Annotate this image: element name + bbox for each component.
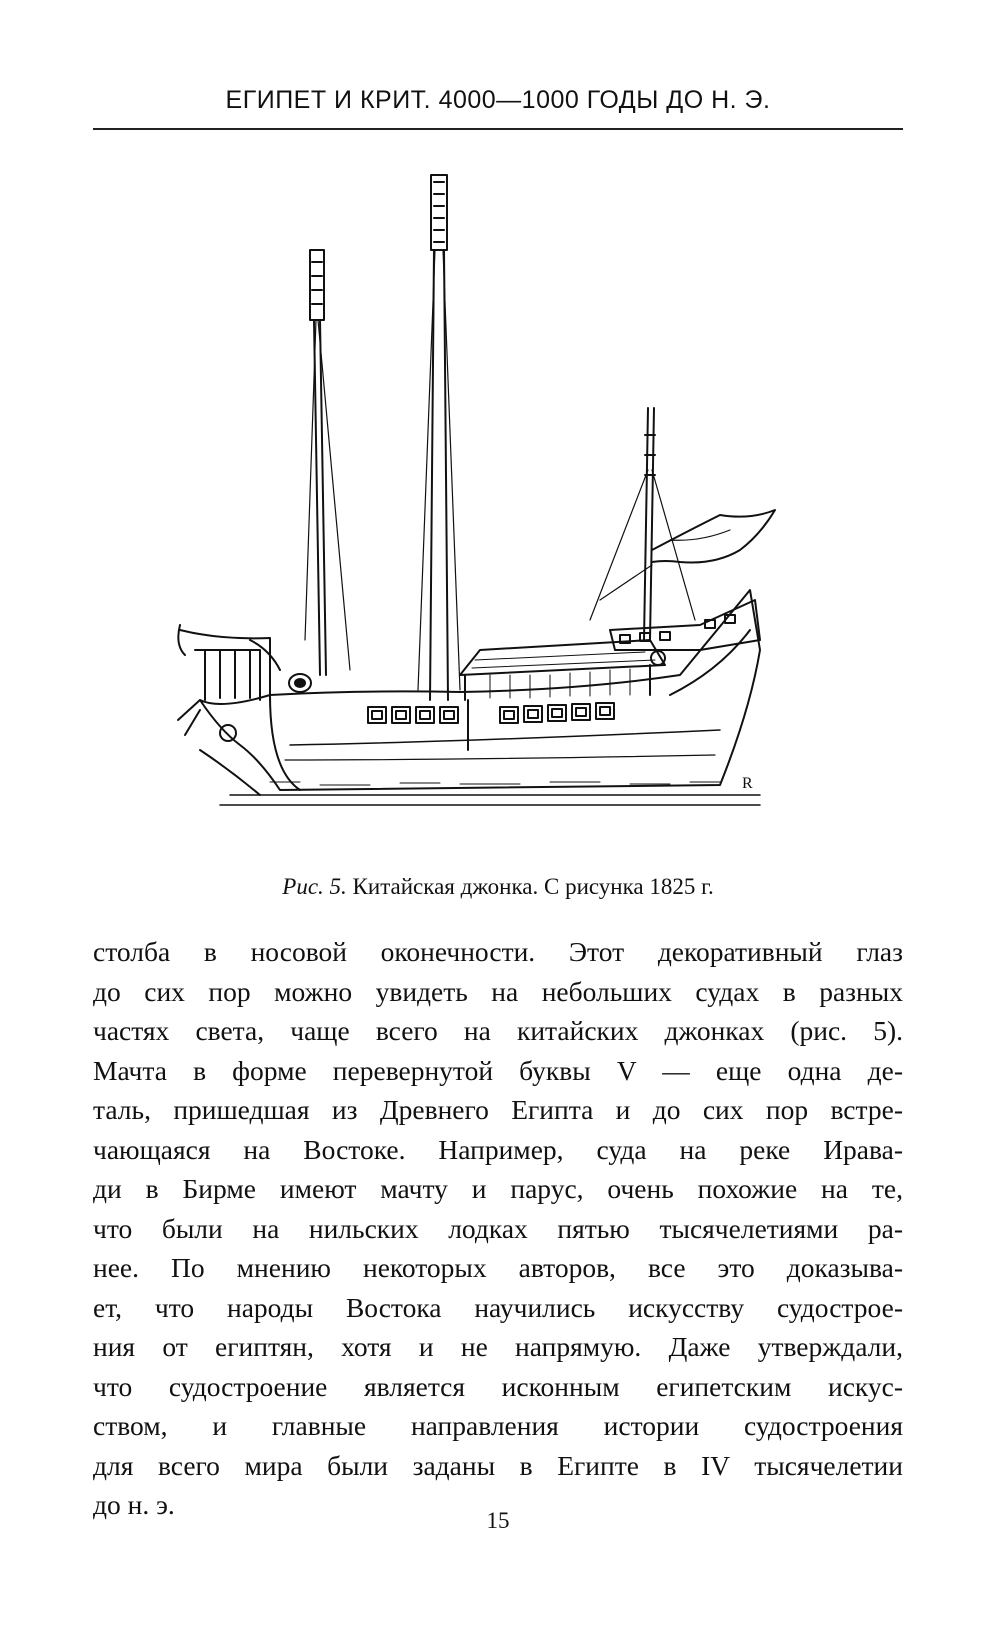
bow-structure bbox=[178, 625, 280, 700]
caption-label: Рис. 5. bbox=[282, 874, 347, 899]
figure-caption bbox=[93, 874, 903, 900]
running-head: ЕГИПЕТ И КРИТ. 4000—1000 ГОДЫ ДО Н. Э. bbox=[225, 86, 771, 114]
text-line: что судостроение является исконным египетским искус- bbox=[93, 1370, 903, 1402]
text-line: частях света, чаще всего на китайских джонках (рис. 5). bbox=[93, 1015, 903, 1046]
artist-signature: R bbox=[742, 775, 753, 792]
decorative-eye bbox=[289, 674, 311, 692]
caption-text: Китайская джонка. С рисунка 1825 г. bbox=[352, 874, 714, 899]
pennant-flag bbox=[600, 510, 775, 600]
text-line: таль, пришедшая из Древнего Египта и до сих пор встре- bbox=[93, 1094, 903, 1125]
junk-illustration bbox=[160, 170, 800, 850]
text-line: до сих пор можно увидеть на небольших судах в разных bbox=[93, 975, 903, 1007]
main-mast bbox=[418, 175, 460, 700]
fore-mast bbox=[305, 250, 350, 675]
text-line: чающаяся на Востоке. Например, суда на реке Ирава- bbox=[93, 1133, 903, 1165]
mizzen-mast bbox=[590, 408, 695, 640]
figure-chinese-junk bbox=[160, 170, 800, 850]
text-line: что были на нильских лодках пятью тысячелетиями ра- bbox=[93, 1212, 903, 1244]
text-line: нее. По мнению некоторых авторов, все это доказыва- bbox=[93, 1252, 903, 1283]
text-line: ния от египтян, хотя и не напрямую. Даже утверждали, bbox=[93, 1331, 903, 1362]
body-paragraph bbox=[93, 932, 903, 1525]
text-line: до н. э. bbox=[93, 1489, 175, 1520]
text-line: ством, и главные направления истории судостроения bbox=[93, 1410, 903, 1441]
text-line: столба в носовой оконечности. Этот декоративный глаз bbox=[93, 936, 903, 967]
text-line: для всего мира были заданы в Египте в IV тысячелетии bbox=[93, 1449, 903, 1481]
hull bbox=[178, 590, 760, 795]
header-rule bbox=[93, 128, 903, 130]
text-line: ди в Бирме имеют мачту и парус, очень похожие на те, bbox=[93, 1173, 903, 1204]
text-line: Мачта в форме перевернутой буквы V — еще одна де- bbox=[93, 1054, 903, 1086]
text-line: ет, что народы Востока научились искусству судострое- bbox=[93, 1291, 903, 1323]
page-number: 15 bbox=[486, 1508, 510, 1533]
